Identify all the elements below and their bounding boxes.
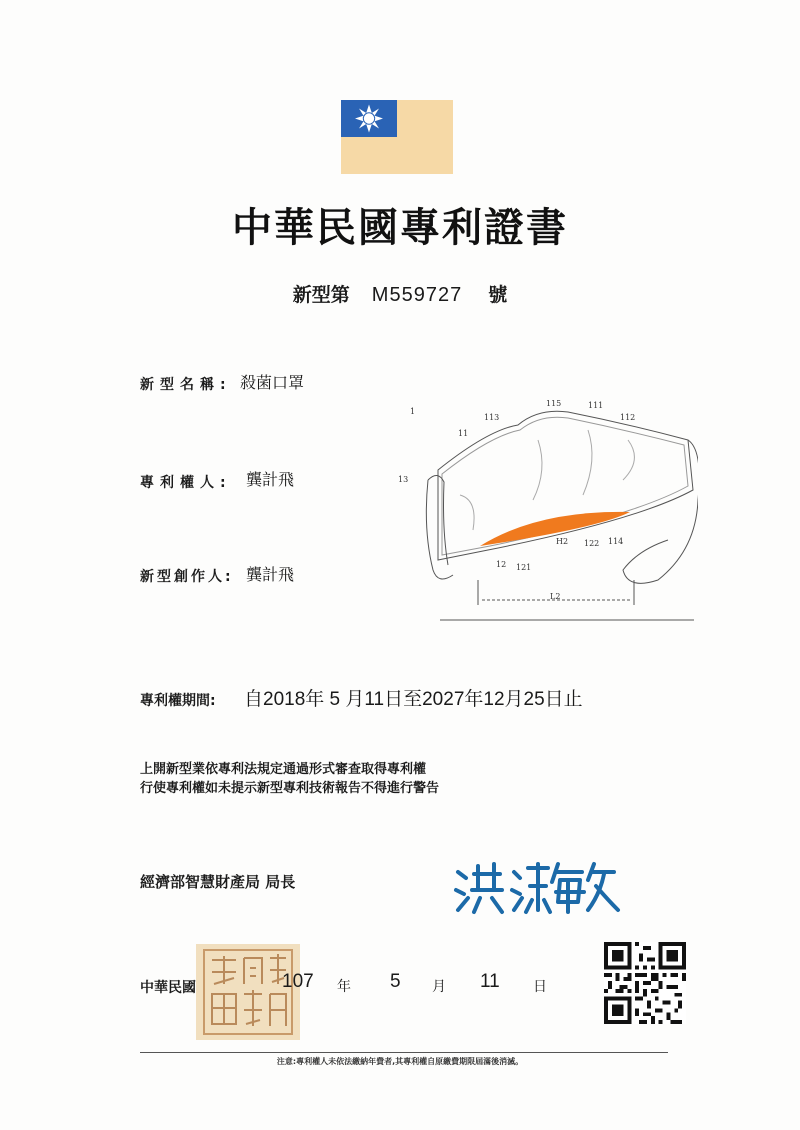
- issue-year: 107: [282, 971, 314, 992]
- director-signature: [452, 850, 622, 920]
- certificate-title: 中華民國專利證書: [232, 204, 568, 251]
- issue-day: 11: [480, 971, 500, 992]
- notice-line-1: 上開新型業依專利法規定通過形式審查取得專利權: [140, 762, 427, 777]
- issue-year-unit: 年: [337, 979, 351, 995]
- svg-text:1: 1: [410, 407, 416, 416]
- office-title: 經濟部智慧財產局 局長: [140, 873, 296, 891]
- patent-number-prefix: 新型第: [292, 284, 350, 306]
- term-value: 自2018年 5 月11日至2027年12月25日止: [244, 689, 583, 710]
- issue-month: 5: [390, 971, 401, 992]
- svg-text:111: 111: [588, 401, 604, 410]
- creator-label: 新型創作人:: [140, 569, 234, 585]
- holder-value: 龔計飛: [246, 470, 295, 489]
- svg-text:H2: H2: [556, 537, 569, 546]
- issue-month-unit: 月: [432, 979, 446, 995]
- name-label: 新型名稱:: [140, 377, 232, 393]
- svg-text:12: 12: [496, 560, 507, 569]
- footnote: 注意:專利權人未依法繳納年費者,其專利權自原繳費期限屆滿後消滅。: [276, 1057, 524, 1066]
- svg-text:13: 13: [398, 475, 409, 484]
- name-value: 殺菌口罩: [240, 373, 305, 392]
- term-label: 專利權期間:: [140, 693, 216, 709]
- svg-text:113: 113: [484, 413, 500, 422]
- svg-text:114: 114: [608, 537, 624, 546]
- svg-text:11: 11: [458, 429, 469, 438]
- patent-number: [0, 280, 800, 307]
- notice-line-2: 行使專利權如未提示新型專利技術報告不得進行警告: [140, 781, 440, 796]
- patent-drawing: [398, 400, 698, 630]
- svg-text:L2: L2: [550, 592, 561, 601]
- creator-value: 龔計飛: [246, 565, 295, 584]
- national-flag-icon: [341, 100, 453, 174]
- svg-text:121: 121: [516, 563, 532, 572]
- patent-number-value: M559727: [371, 284, 463, 306]
- footer-divider: [140, 1052, 668, 1053]
- holder-label: 專利權人:: [140, 475, 232, 491]
- issue-day-unit: 日: [533, 979, 547, 995]
- issue-date-label: 中華民國: [140, 980, 196, 996]
- patent-number-suffix: 號: [488, 284, 508, 306]
- svg-text:112: 112: [620, 413, 636, 422]
- svg-text:115: 115: [546, 400, 562, 408]
- svg-text:122: 122: [584, 539, 600, 548]
- qr-code: [604, 942, 686, 1024]
